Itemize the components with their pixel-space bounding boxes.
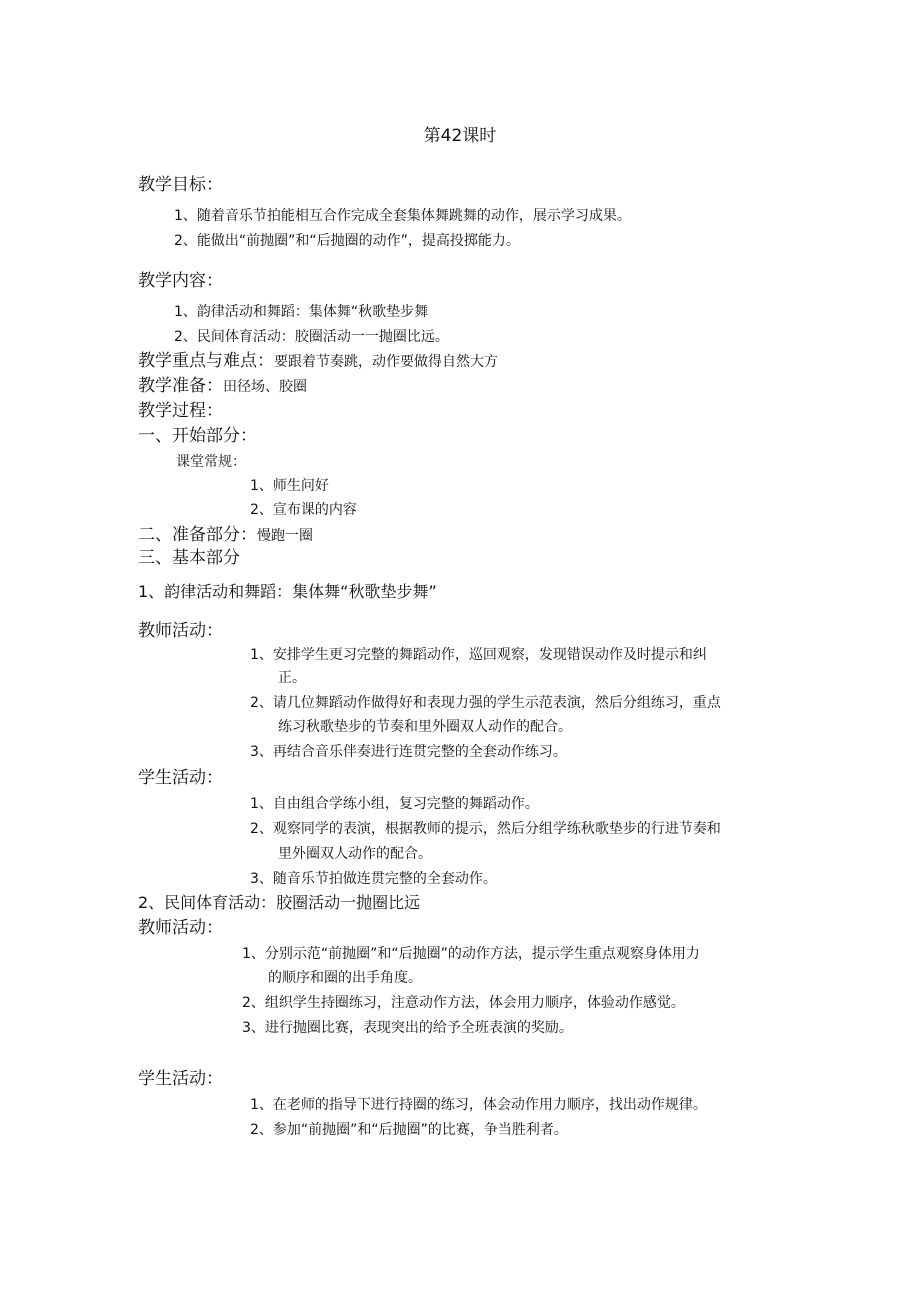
- activity-line: 里外圈双人动作的配合。: [278, 846, 432, 862]
- part2-line: [138, 527, 313, 544]
- preparation-line: [138, 378, 307, 395]
- part1-item: 1、师生问好: [250, 478, 329, 494]
- preparation-label: 教学准备：: [138, 376, 223, 396]
- part3-heading: 三、基本部分: [138, 548, 240, 568]
- content-item: 2、民间体育活动：胶圈活动一一抛圈比远。: [174, 329, 449, 345]
- objective-item: 1、随着音乐节拍能相互合作完成全套集体舞跳舞的动作，展示学习成果。: [174, 208, 631, 224]
- activity-line: 2、请几位舞蹈动作做得好和表现力强的学生示范表演，然后分组练习，重点: [250, 695, 721, 711]
- content-item: 1、韵律活动和舞蹈：集体舞“秋歌垫步舞: [174, 304, 429, 320]
- content-heading: 教学内容：: [138, 271, 223, 291]
- activity-line: 2、参加“前抛圈”和“后抛圈”的比赛，争当胜利者。: [250, 1122, 568, 1138]
- key-points-line: [138, 353, 498, 370]
- activity-line: 1、自由组合学练小组，复习完整的舞蹈动作。: [250, 796, 539, 812]
- section2-heading: 2、民间体育活动：胶圈活动一抛圈比远: [138, 893, 421, 912]
- key-points-text: 要跟着节奏跳，动作要做得自然大方: [274, 354, 498, 370]
- activity-line: 3、随音乐节拍做连贯完整的全套动作。: [250, 871, 497, 887]
- activity-line: 练习秋歌垫步的节奏和里外圈双人动作的配合。: [278, 719, 572, 735]
- activity-line: 1、在老师的指导下进行持圈的练习，体会动作用力顺序，找出动作规律。: [250, 1097, 707, 1113]
- objective-item: 2、能做出“前抛圈”和“后抛圈的动作”，提高投掷能力。: [174, 233, 520, 249]
- part1-heading: 一、开始部分：: [138, 426, 257, 446]
- part1-item: 2、宣布课的内容: [250, 502, 357, 518]
- activity-line: 正。: [278, 670, 306, 686]
- activity-line: 的顺序和圈的出手角度。: [268, 970, 422, 986]
- section1-heading: 1、韵律活动和舞蹈：集体舞“秋歌垫步舞”: [138, 582, 437, 601]
- activity-line: 3、进行抛圈比赛，表现突出的给予全班表演的奖励。: [242, 1020, 573, 1036]
- objectives-heading: 教学目标：: [138, 175, 223, 195]
- key-points-label: 教学重点与难点：: [138, 351, 274, 371]
- part2-label: 二、准备部分：: [138, 525, 257, 545]
- section2-teacher-heading: 教师活动：: [138, 918, 223, 938]
- section1-teacher-heading: 教师活动：: [138, 621, 223, 641]
- page-title: 第42课时: [423, 126, 497, 146]
- section2-student-heading: 学生活动：: [138, 1069, 223, 1089]
- process-heading: 教学过程：: [138, 401, 223, 421]
- activity-line: 1、安排学生更习完整的舞蹈动作，巡回观察，发现错误动作及时提示和纠: [250, 647, 707, 663]
- preparation-text: 田径场、胶圈: [223, 379, 307, 395]
- section1-student-heading: 学生活动：: [138, 768, 223, 788]
- activity-line: 1、分别示范“前抛圈”和“后抛圈”的动作方法，提示学生重点观察身体用力: [242, 946, 700, 962]
- part2-text: 慢跑一圈: [257, 528, 313, 544]
- part1-sub: 课堂常规：: [176, 454, 246, 470]
- activity-line: 2、观察同学的表演，根据教师的提示，然后分组学练秋歌垫步的行进节奏和: [250, 821, 721, 837]
- activity-line: 3、再结合音乐伴奏进行连贯完整的全套动作练习。: [250, 744, 567, 760]
- activity-line: 2、组织学生持圈练习，注意动作方法，体会用力顺序，体验动作感觉。: [242, 995, 685, 1011]
